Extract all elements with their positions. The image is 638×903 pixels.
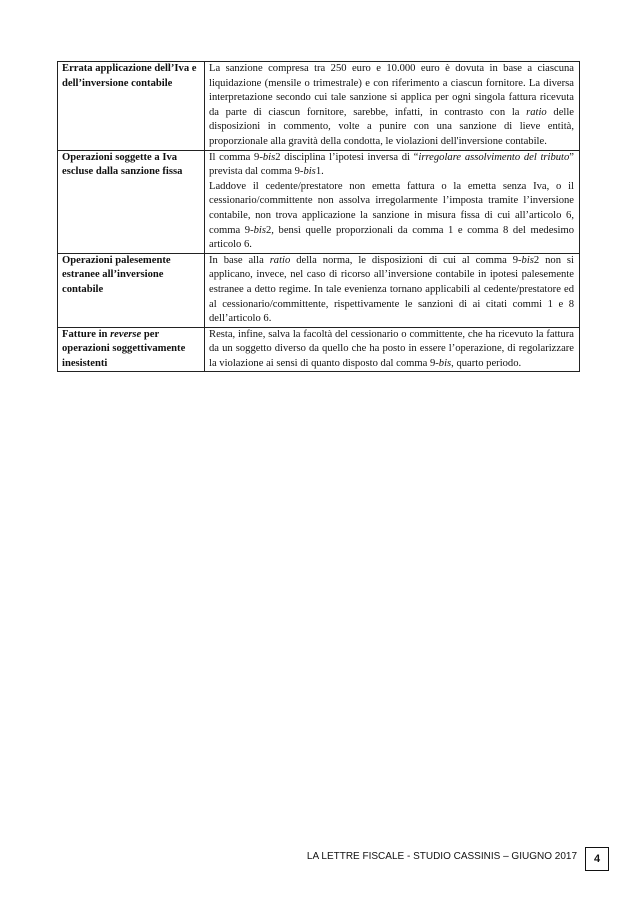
text-segment: ” prevista dal comma 9- xyxy=(209,151,574,178)
text-segment: Laddove il cedente/prestatore non emetta fattura o la emetta senza Iva, o il cessionario/committente non assolva irregolarmente l’imposta tramite l’inversione contabile, non trova applicazione la sanzione in misura fissa di cui all’articolo 6, comma 9- xyxy=(209,180,574,236)
row-description xyxy=(205,150,580,253)
row-label: Operazioni palesemente estranee all’inversione contabile xyxy=(58,253,205,327)
italic-segment: irregolare assolvimento del tributo xyxy=(418,151,570,163)
row-label xyxy=(58,327,205,372)
text-segment: 2 disciplina l’ipotesi inversa di “ xyxy=(275,151,419,163)
row-description xyxy=(205,327,580,372)
label-italic-segment: reverse xyxy=(110,328,142,340)
italic-segment: bis xyxy=(438,357,452,369)
text-segment: delle disposizioni in commento, volte a punire con una sanzione di lieve entità, proporzionale alla gravità della condotta, le violazioni dell'inversione contabile. xyxy=(209,106,574,147)
row-description xyxy=(205,253,580,327)
text-segment: Il comma 9- xyxy=(209,151,263,163)
text-segment: 1. xyxy=(315,166,324,178)
paragraph xyxy=(209,180,574,253)
page-number: 4 xyxy=(585,847,609,871)
text-segment: della norma, le disposizioni di cui al comma 9- xyxy=(290,254,522,266)
text-segment: La sanzione compresa tra 250 euro e 10.000 euro è dovuta in base a ciascuna liquidazione (mensile o trimestrale) e con riferimento a ciascun fornitore. La diversa interpretazione secondo cui tale sanzione si applica per ogni singola fattura ricevuta da parte di ciascun fornitore, sarebbe, infatti, in contrasto con la xyxy=(209,63,574,118)
text-segment: 2 non si applicano, invece, nel caso di ricorso all’inversione contabile in ipotesi palesemente estranee a detto regime. In tale evenienza tornano applicabili al cedente/prestatore ed al cessionario/committente, rispettivamente le sanzioni di ai citati commi 1 e 8 dell’articolo 6. xyxy=(209,254,574,325)
page-footer: LA LETTRE FISCALE - STUDIO CASSINIS – GIUGNO 2017 xyxy=(306,851,577,862)
text-segment: 2, bensì quelle proporzionali da comma 1 e comma 8 del medesimo articolo 6. xyxy=(209,224,574,251)
italic-segment: ratio xyxy=(526,106,547,118)
italic-segment: bis xyxy=(262,151,276,163)
italic-segment: bis xyxy=(303,166,316,178)
table-row xyxy=(58,253,580,327)
summary-table xyxy=(57,61,580,372)
italic-segment: ratio xyxy=(269,254,291,266)
row-label: Errata applicazione dell’Iva e dell’inversione contabile xyxy=(58,62,205,151)
table-row xyxy=(58,62,580,151)
italic-segment: bis xyxy=(521,254,534,266)
text-segment: Resta, infine, salva la facoltà del cessionario o committente, che ha ricevuto la fattura da un soggetto diverso da quello che ha posto in essere l’operazione, di regolarizzare la violazione ai sensi di quanto disposto dal comma 9- xyxy=(209,328,574,369)
label-segment: per operazioni soggettivamente inesistenti xyxy=(62,328,186,369)
label-segment: Fatture in xyxy=(62,328,111,340)
text-segment: , quarto periodo. xyxy=(451,357,522,369)
table-row xyxy=(58,327,580,372)
row-description xyxy=(205,62,580,151)
text-segment: In base alla xyxy=(209,254,270,266)
table-row xyxy=(58,150,580,253)
italic-segment: bis xyxy=(253,224,266,236)
row-label: Operazioni soggette a Iva escluse dalla sanzione fissa xyxy=(58,150,205,253)
paragraph xyxy=(209,151,574,180)
